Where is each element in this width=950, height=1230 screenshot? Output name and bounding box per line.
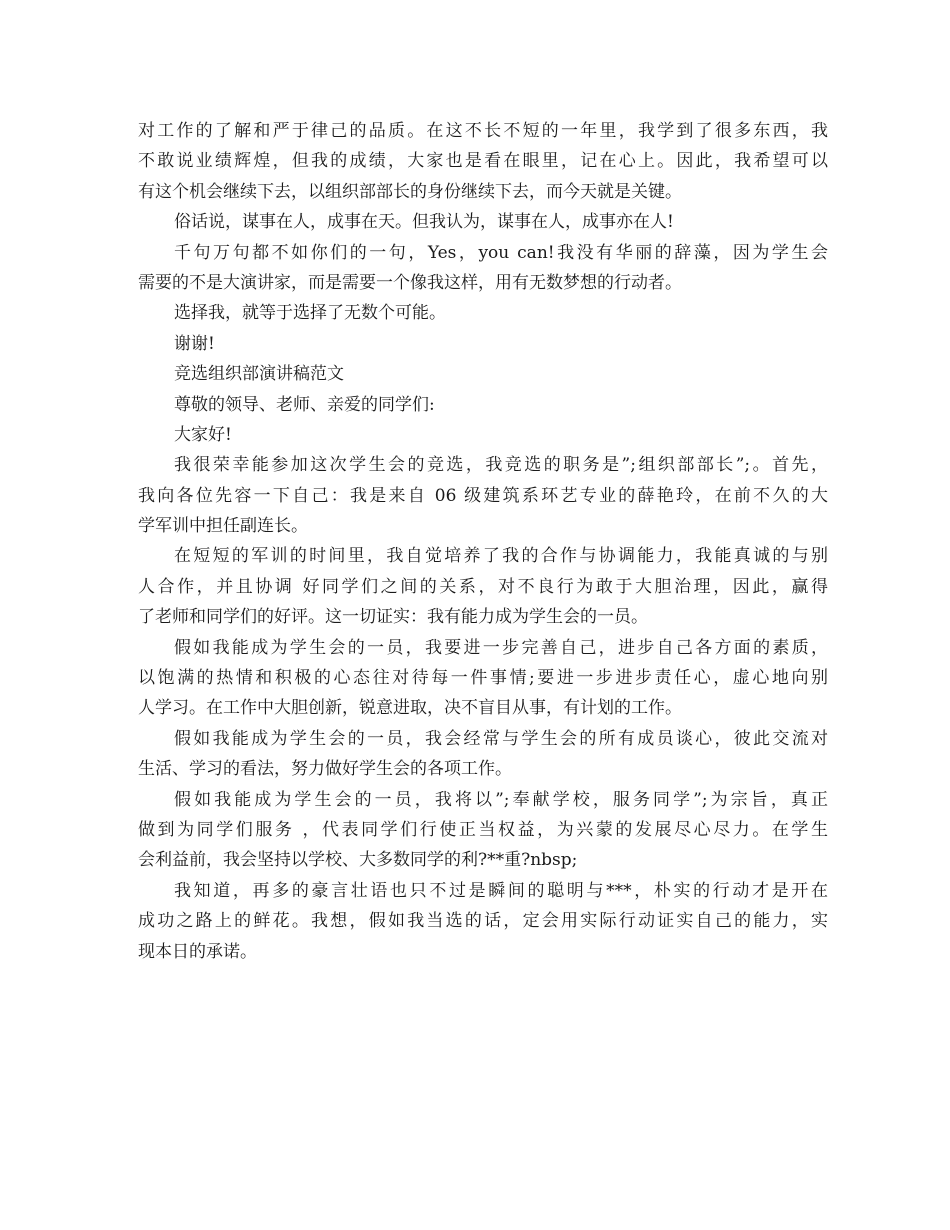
text-line: 我很荣幸能参加这次学生会的竞选，我竞选的职务是”;组织部部长”;。首先， <box>174 455 828 476</box>
text-line: 俗话说，谋事在人，成事在天。但我认为，谋事在人，成事亦在人! <box>174 212 674 233</box>
document-body <box>138 116 828 967</box>
text-line: 有这个机会继续下去，以组织部部长的身份继续下去，而今天就是关键。 <box>138 181 682 202</box>
text-line: 尊敬的领导、老师、亲爱的同学们: <box>174 394 435 415</box>
text-line: 大家好! <box>174 424 232 445</box>
text-line: 假如我能成为学生会的一员，我要进一步完善自己，进步自己各方面的素质， <box>174 637 828 658</box>
text-line: 谢谢! <box>174 333 215 354</box>
text-line: 以饱满的热情和积极的心态往对待每一件事情;要进一步进步责任心，虚心地向别 <box>138 668 828 689</box>
text-line: 不敢说业绩辉煌，但我的成绩，大家也是看在眼里，记在心上。因此，我希望可以 <box>138 151 828 172</box>
text-line: 现本日的承诺。 <box>138 941 257 962</box>
text-line: 人学习。在工作中大胆创新，锐意进取，决不盲目从事，有计划的工作。 <box>138 698 682 719</box>
text-line: 假如我能成为学生会的一员，我会经常与学生会的所有成员谈心，彼此交流对 <box>174 728 828 749</box>
text-line: 在短短的军训的时间里，我自觉培养了我的合作与协调能力，我能真诚的与别 <box>174 546 828 567</box>
text-line: 成功之路上的鲜花。我想，假如我当选的话，定会用实际行动证实自己的能力，实 <box>138 911 828 932</box>
text-line: 我知道，再多的豪言壮语也只不过是瞬间的聪明与***，朴实的行动才是开在 <box>174 880 828 901</box>
text-line: 会利益前，我会坚持以学校、大多数同学的利?**重?nbsp; <box>138 850 578 871</box>
text-line: 人合作，并且协调 好同学们之间的关系，对不良行为敢于大胆治理，因此，赢得 <box>138 576 828 597</box>
text-line: 需要的不是大演讲家，而是需要一个像我这样，用有无数梦想的行动者。 <box>138 272 682 293</box>
text-line: 对工作的了解和严于律己的品质。在这不长不短的一年里，我学到了很多东西，我 <box>138 121 828 141</box>
text-line: 千句万句都不如你们的一句，Yes，you can!我没有华丽的辞藻，因为学生会 <box>174 242 828 263</box>
text-line: 了老师和同学们的好评。这一切证实：我有能力成为学生会的一员。 <box>138 607 648 628</box>
text-line: 做到为同学们服务 ，代表同学们行使正当权益，为兴蒙的发展尽心尽力。在学生 <box>138 819 828 840</box>
text-line: 竞选组织部演讲稿范文 <box>174 364 344 385</box>
text-line: 我向各位先容一下自己：我是来自 06 级建筑系环艺专业的薛艳玲，在前不久的大 <box>138 485 828 506</box>
text-line: 学军训中担任副连长。 <box>138 516 308 537</box>
text-line: 生活、学习的看法，努力做好学生会的各项工作。 <box>138 759 512 780</box>
text-line: 选择我，就等于选择了无数个可能。 <box>174 303 446 324</box>
text-line: 假如我能成为学生会的一员，我将以”;奉献学校，服务同学”;为宗旨，真正 <box>174 789 828 810</box>
